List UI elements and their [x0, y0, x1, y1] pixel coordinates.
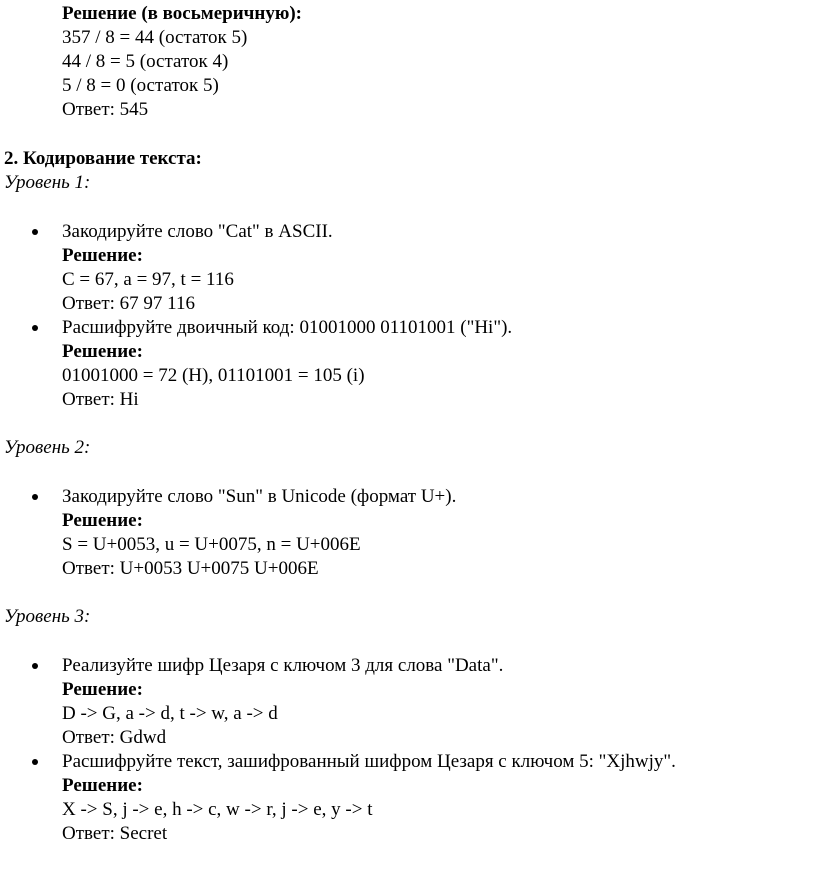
- level-3-task-2: Расшифруйте текст, зашифрованный шифром Цезаря с ключом 5: "Xjhwjy".: [62, 751, 676, 772]
- bullet-icon: [32, 494, 38, 500]
- bullet-icon: [32, 325, 38, 331]
- intro-step-2: 44 / 8 = 5 (остаток 4): [62, 51, 229, 72]
- level-1-task-1-solution-label: Решение:: [62, 245, 143, 266]
- level-2-label: Уровень 2:: [4, 437, 91, 458]
- level-3-task-1-solution-label: Решение:: [62, 679, 143, 700]
- intro-step-3: 5 / 8 = 0 (остаток 5): [62, 75, 219, 96]
- level-2-task-1-solution-label: Решение:: [62, 510, 143, 531]
- level-3-task-2-solution: X -> S, j -> e, h -> c, w -> r, j -> e, y -> t: [62, 799, 373, 820]
- level-3-task-1: Реализуйте шифр Цезаря с ключом 3 для слова "Data".: [62, 655, 504, 676]
- level-1-task-1-solution: C = 67, a = 97, t = 116: [62, 269, 234, 290]
- level-1-task-1: Закодируйте слово "Cat" в ASCII.: [62, 221, 333, 242]
- level-3-task-2-solution-label: Решение:: [62, 775, 143, 796]
- intro-step-1: 357 / 8 = 44 (остаток 5): [62, 27, 248, 48]
- level-1-label: Уровень 1:: [4, 172, 91, 193]
- level-3-task-1-solution: D -> G, a -> d, t -> w, a -> d: [62, 703, 278, 724]
- level-3-task-2-answer: Ответ: Secret: [62, 823, 168, 844]
- bullet-icon: [32, 229, 38, 235]
- level-1-task-1-answer: Ответ: 67 97 116: [62, 293, 195, 314]
- level-2-task-1: Закодируйте слово "Sun" в Unicode (формат U+).: [62, 486, 457, 507]
- level-1-task-2: Расшифруйте двоичный код: 01001000 01101001 ("Hi").: [62, 317, 513, 338]
- level-3-label: Уровень 3:: [4, 606, 91, 627]
- level-1-task-2-solution-label: Решение:: [62, 341, 143, 362]
- level-3-task-1-answer: Ответ: Gdwd: [62, 727, 167, 748]
- level-1-task-2-answer: Ответ: Hi: [62, 389, 139, 410]
- level-2-task-1-solution: S = U+0053, u = U+0075, n = U+006E: [62, 534, 361, 555]
- level-1-task-2-solution: 01001000 = 72 (H), 01101001 = 105 (i): [62, 365, 365, 386]
- level-2-task-1-answer: Ответ: U+0053 U+0075 U+006E: [62, 558, 319, 579]
- intro-solution-heading: Решение (в восьмеричную):: [62, 3, 303, 24]
- bullet-icon: [32, 759, 38, 765]
- bullet-icon: [32, 663, 38, 669]
- intro-answer: Ответ: 545: [62, 99, 149, 120]
- section-title: 2. Кодирование текста:: [4, 148, 202, 169]
